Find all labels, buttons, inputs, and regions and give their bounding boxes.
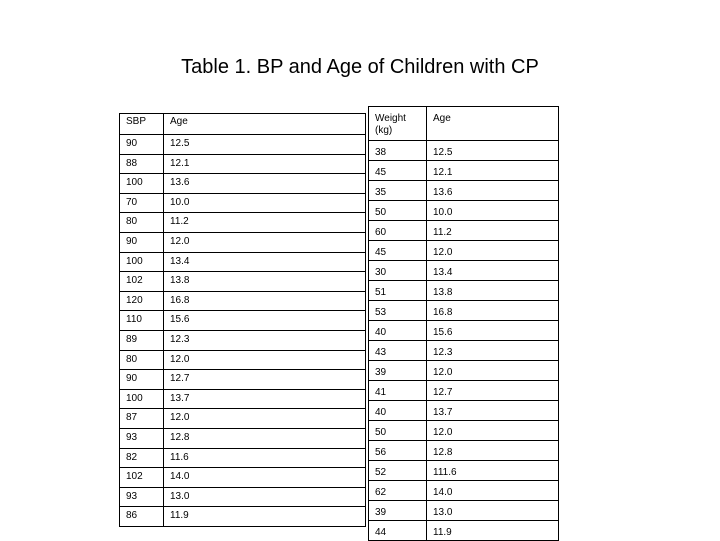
sbp-cell: 100 <box>120 389 164 409</box>
sbp-cell: 80 <box>120 350 164 370</box>
age-cell: 12.1 <box>427 161 559 181</box>
table-header-row <box>369 107 559 141</box>
age-cell: 15.6 <box>164 311 366 331</box>
table-row <box>120 428 366 448</box>
weight-cell: 45 <box>369 161 427 181</box>
sbp-cell: 90 <box>120 232 164 252</box>
weight-cell: 50 <box>369 201 427 221</box>
table-row <box>120 232 366 252</box>
weight-cell: 60 <box>369 221 427 241</box>
sbp-cell: 102 <box>120 272 164 292</box>
sbp-cell: 90 <box>120 370 164 390</box>
weight-cell: 62 <box>369 481 427 501</box>
sbp-age-table <box>119 113 366 527</box>
table-row <box>120 213 366 233</box>
weight-cell: 56 <box>369 441 427 461</box>
sbp-cell: 93 <box>120 428 164 448</box>
sbp-cell: 80 <box>120 213 164 233</box>
sbp-cell: 87 <box>120 409 164 429</box>
weight-cell: 45 <box>369 241 427 261</box>
weight-cell: 40 <box>369 401 427 421</box>
table-row <box>369 341 559 361</box>
table-row <box>369 381 559 401</box>
sbp-cell: 100 <box>120 174 164 194</box>
sbp-cell: 90 <box>120 135 164 155</box>
table-row <box>369 361 559 381</box>
sbp-cell: 70 <box>120 193 164 213</box>
table-row <box>369 421 559 441</box>
weight-cell: 51 <box>369 281 427 301</box>
age-cell: 12.8 <box>164 428 366 448</box>
table-row <box>369 441 559 461</box>
age-cell: 12.0 <box>164 232 366 252</box>
table-row <box>369 301 559 321</box>
age-cell: 12.0 <box>427 421 559 441</box>
age-cell: 12.8 <box>427 441 559 461</box>
weight-cell: 52 <box>369 461 427 481</box>
table-row <box>120 389 366 409</box>
table-row <box>369 181 559 201</box>
table-row <box>120 291 366 311</box>
age-cell: 13.4 <box>164 252 366 272</box>
table-row <box>120 252 366 272</box>
table-row <box>369 281 559 301</box>
weight-cell: 30 <box>369 261 427 281</box>
age-cell: 13.7 <box>164 389 366 409</box>
table-row <box>120 350 366 370</box>
header-age: Age <box>164 114 366 135</box>
table-row <box>120 154 366 174</box>
sbp-cell: 89 <box>120 330 164 350</box>
header-weight: Weight (kg) <box>369 107 427 141</box>
weight-cell: 39 <box>369 501 427 521</box>
age-cell: 13.7 <box>427 401 559 421</box>
table-row <box>120 272 366 292</box>
age-cell: 12.3 <box>164 330 366 350</box>
weight-age-table <box>368 106 559 541</box>
weight-cell: 44 <box>369 521 427 541</box>
table-row <box>120 174 366 194</box>
age-cell: 14.0 <box>427 481 559 501</box>
age-cell: 11.9 <box>427 521 559 541</box>
age-cell: 12.1 <box>164 154 366 174</box>
weight-cell: 43 <box>369 341 427 361</box>
weight-cell: 50 <box>369 421 427 441</box>
table-row <box>120 409 366 429</box>
table-row <box>369 521 559 541</box>
age-cell: 12.7 <box>164 370 366 390</box>
table-row <box>120 311 366 331</box>
weight-cell: 40 <box>369 321 427 341</box>
age-cell: 12.0 <box>427 241 559 261</box>
age-cell: 12.0 <box>164 350 366 370</box>
age-cell: 11.6 <box>164 448 366 468</box>
table-row <box>369 161 559 181</box>
table-row <box>120 135 366 155</box>
sbp-cell: 102 <box>120 468 164 488</box>
weight-cell: 35 <box>369 181 427 201</box>
age-cell: 12.5 <box>164 135 366 155</box>
weight-cell: 39 <box>369 361 427 381</box>
table-header-row <box>120 114 366 135</box>
age-cell: 11.2 <box>427 221 559 241</box>
sbp-cell: 86 <box>120 507 164 527</box>
table-row <box>120 193 366 213</box>
age-cell: 12.0 <box>427 361 559 381</box>
age-cell: 13.8 <box>427 281 559 301</box>
weight-cell: 41 <box>369 381 427 401</box>
age-cell: 11.2 <box>164 213 366 233</box>
age-cell: 15.6 <box>427 321 559 341</box>
table-row <box>120 370 366 390</box>
age-cell: 13.4 <box>427 261 559 281</box>
age-cell: 12.5 <box>427 141 559 161</box>
table-row <box>120 487 366 507</box>
age-cell: 13.0 <box>427 501 559 521</box>
sbp-cell: 120 <box>120 291 164 311</box>
age-cell: 16.8 <box>427 301 559 321</box>
table-row <box>369 261 559 281</box>
weight-cell: 38 <box>369 141 427 161</box>
table-row <box>369 401 559 421</box>
table-row <box>120 448 366 468</box>
sbp-cell: 88 <box>120 154 164 174</box>
age-cell: 13.6 <box>427 181 559 201</box>
age-cell: 10.0 <box>164 193 366 213</box>
table-row <box>369 461 559 481</box>
page-title: Table 1. BP and Age of Children with CP <box>181 56 539 78</box>
sbp-cell: 100 <box>120 252 164 272</box>
table-row <box>120 330 366 350</box>
age-cell: 12.7 <box>427 381 559 401</box>
sbp-cell: 110 <box>120 311 164 331</box>
age-cell: 11.9 <box>164 507 366 527</box>
age-cell: 14.0 <box>164 468 366 488</box>
age-cell: 12.3 <box>427 341 559 361</box>
table-row <box>369 321 559 341</box>
age-cell: 10.0 <box>427 201 559 221</box>
age-cell: 13.8 <box>164 272 366 292</box>
table-row <box>369 481 559 501</box>
header-age: Age <box>427 107 559 141</box>
table-row <box>369 221 559 241</box>
table-row <box>369 241 559 261</box>
weight-cell: 53 <box>369 301 427 321</box>
table-row <box>120 507 366 527</box>
header-sbp: SBP <box>120 114 164 135</box>
age-cell: 13.0 <box>164 487 366 507</box>
age-cell: 111.6 <box>427 461 559 481</box>
table-row <box>369 141 559 161</box>
sbp-cell: 82 <box>120 448 164 468</box>
table-row <box>369 201 559 221</box>
table-row <box>120 468 366 488</box>
age-cell: 12.0 <box>164 409 366 429</box>
sbp-cell: 93 <box>120 487 164 507</box>
age-cell: 16.8 <box>164 291 366 311</box>
table-row <box>369 501 559 521</box>
age-cell: 13.6 <box>164 174 366 194</box>
